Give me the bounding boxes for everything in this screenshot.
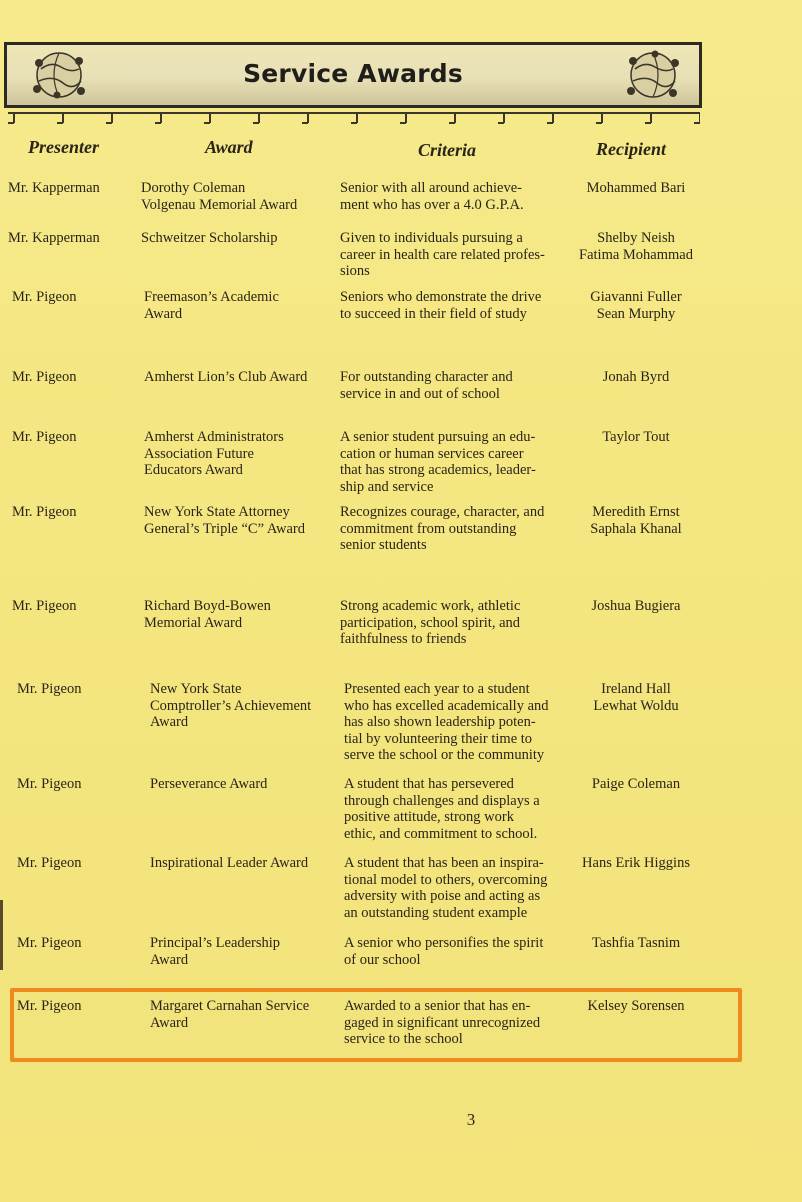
recipient-line: Fatima Mohammad [579, 246, 693, 263]
award-line: Freemason’s Academic [144, 289, 279, 305]
criteria-cell [340, 429, 562, 495]
criteria-line: adversity with poise and acting as [344, 888, 541, 904]
award-cell [141, 230, 331, 247]
recipient-line: Shelby Neish [597, 230, 675, 246]
criteria-line: A senior who personifies the spirit [344, 935, 544, 951]
criteria-line: Recognizes courage, character, and [340, 504, 545, 520]
criteria-line: Strong academic work, athletic [340, 598, 521, 614]
recipient-line: Joshua Bugiera [591, 598, 681, 614]
criteria-cell [344, 776, 566, 842]
criteria-line: through challenges and displays a [344, 792, 540, 809]
criteria-line: participation, school spirit, and [340, 614, 521, 631]
table-header [0, 137, 802, 167]
award-line: Amherst Administrators [144, 429, 284, 445]
recipient-line: Sean Murphy [596, 305, 676, 322]
award-line: Inspirational Leader Award [150, 855, 309, 871]
criteria-line: serve the school or the community [344, 747, 545, 763]
criteria-line: to succeed in their field of study [340, 305, 527, 322]
award-line: New York State [150, 681, 242, 697]
criteria-line: Awarded to a senior that has en- [344, 998, 531, 1014]
award-cell [144, 504, 334, 537]
highlight-box [10, 988, 742, 1062]
header-presenter: Presenter [28, 137, 99, 157]
presenter-cell: Mr. Pigeon [12, 429, 77, 445]
award-cell [150, 681, 340, 731]
presenter-cell: Mr. Pigeon [12, 289, 77, 305]
award-line: New York State Attorney [144, 504, 290, 520]
award-line: Schweitzer Scholarship [141, 230, 278, 246]
criteria-line: A senior student pursuing an edu- [340, 429, 536, 445]
criteria-line: commitment from outstanding [340, 520, 517, 537]
award-line: Award [150, 951, 189, 968]
recipient-line: Paige Coleman [591, 776, 681, 792]
recipient-line: Jonah Byrd [602, 369, 670, 385]
recipient-cell [566, 289, 706, 322]
header-criteria: Criteria [418, 140, 477, 160]
header-award: Award [205, 137, 253, 157]
criteria-line: ethic, and commitment to school. [344, 825, 538, 842]
criteria-line: ment who has over a 4.0 G.P.A. [340, 196, 524, 213]
presenter-cell: Mr. Pigeon [17, 776, 82, 792]
presenter-cell: Mr. Pigeon [12, 369, 77, 385]
criteria-cell [340, 180, 562, 213]
criteria-line: cation or human services career [340, 445, 524, 462]
recipient-line: Meredith Ernst [592, 504, 680, 520]
award-line: Memorial Award [144, 614, 243, 631]
criteria-cell [340, 369, 562, 402]
award-line: Amherst Lion’s Club Award [144, 369, 308, 385]
award-line: Association Future [144, 445, 254, 462]
award-cell [144, 369, 334, 386]
award-line: Principal’s Leadership [150, 935, 281, 951]
criteria-line: an outstanding student example [344, 904, 528, 921]
recipient-line: Hans Erik Higgins [582, 855, 690, 871]
criteria-line: gaged in significant unrecognized [344, 1014, 541, 1031]
criteria-line: A student that has been an inspira- [344, 855, 544, 871]
award-cell [150, 935, 340, 968]
recipient-cell [566, 180, 706, 197]
recipient-line: Tashfia Tasnim [591, 935, 681, 951]
recipient-cell [566, 369, 706, 386]
recipient-cell [566, 598, 706, 615]
criteria-line: Seniors who demonstrate the drive [340, 289, 542, 305]
recipient-cell [566, 504, 706, 537]
criteria-line: service in and out of school [340, 385, 500, 402]
award-line: Educators Award [144, 462, 243, 478]
award-line: Award [144, 305, 183, 322]
page-title: Service Awards [243, 59, 463, 88]
criteria-line: tial by volunteering their time to [344, 730, 533, 747]
criteria-line: positive attitude, strong work [344, 809, 514, 825]
criteria-line: faithfulness to friends [340, 631, 467, 647]
award-line: Award [150, 714, 189, 730]
criteria-line: Presented each year to a student [344, 681, 530, 697]
recipient-cell [566, 429, 706, 446]
recipient-cell [566, 855, 706, 872]
criteria-line: A student that has persevered [344, 776, 514, 792]
award-cell [144, 429, 334, 479]
criteria-cell [344, 935, 566, 968]
recipient-line: Kelsey Sorensen [587, 998, 685, 1014]
award-line: Margaret Carnahan Service [150, 998, 310, 1014]
award-line: Volgenau Memorial Award [141, 196, 298, 213]
award-cell [144, 289, 334, 322]
page-edge-mark [0, 900, 3, 970]
criteria-cell [340, 289, 562, 322]
recipient-cell [566, 776, 706, 793]
award-cell [150, 855, 340, 872]
criteria-line: who has excelled academically and [344, 697, 549, 714]
header-recipient: Recipient [596, 139, 666, 159]
recipient-line: Ireland Hall [601, 681, 671, 697]
criteria-line: senior students [340, 537, 427, 553]
presenter-cell: Mr. Pigeon [17, 998, 82, 1014]
globe-icon [621, 49, 685, 101]
presenter-cell: Mr. Kapperman [8, 230, 100, 246]
award-cell [150, 776, 340, 793]
recipient-line: Lewhat Woldu [593, 697, 679, 714]
criteria-cell [340, 598, 562, 648]
recipient-line: Giavanni Fuller [590, 289, 682, 305]
criteria-cell [344, 855, 566, 921]
award-cell [141, 180, 331, 213]
page-number: 3 [466, 1110, 476, 1129]
criteria-line: Senior with all around achieve- [340, 180, 522, 196]
criteria-line: service to the school [344, 1031, 463, 1047]
award-cell [144, 598, 334, 631]
presenter-cell: Mr. Pigeon [17, 681, 82, 697]
criteria-line: that has strong academics, leader- [340, 462, 536, 478]
presenter-cell: Mr. Pigeon [12, 598, 77, 614]
criteria-line: sions [340, 263, 370, 279]
presenter-cell: Mr. Pigeon [17, 855, 82, 871]
criteria-cell [340, 230, 562, 280]
criteria-line: For outstanding character and [340, 369, 513, 385]
presenter-cell: Mr. Kapperman [8, 180, 100, 196]
award-line: Perseverance Award [150, 776, 268, 792]
criteria-line: career in health care related profes- [340, 246, 545, 263]
recipient-line: Taylor Tout [602, 429, 670, 445]
award-line: Comptroller’s Achievement [150, 697, 312, 714]
criteria-line: ship and service [340, 478, 434, 495]
award-line: General’s Triple “C” Award [144, 520, 305, 537]
criteria-cell [340, 504, 562, 554]
award-line: Dorothy Coleman [141, 180, 246, 196]
recipient-cell [566, 681, 706, 714]
presenter-cell: Mr. Pigeon [17, 935, 82, 951]
award-line: Richard Boyd-Bowen [144, 598, 271, 614]
criteria-line: of our school [344, 951, 421, 968]
recipient-cell [566, 230, 706, 263]
award-line: Award [150, 1014, 189, 1031]
recipient-cell [566, 935, 706, 952]
criteria-line: tional model to others, overcoming [344, 871, 548, 888]
recipient-line: Saphala Khanal [590, 520, 682, 537]
ruler-divider [8, 110, 700, 126]
criteria-line: Given to individuals pursuing a [340, 230, 523, 246]
presenter-cell: Mr. Pigeon [12, 504, 77, 520]
criteria-cell [344, 681, 566, 764]
recipient-line: Mohammed Bari [586, 180, 686, 196]
criteria-line: has also shown leadership poten- [344, 714, 536, 730]
title-banner [4, 42, 702, 108]
